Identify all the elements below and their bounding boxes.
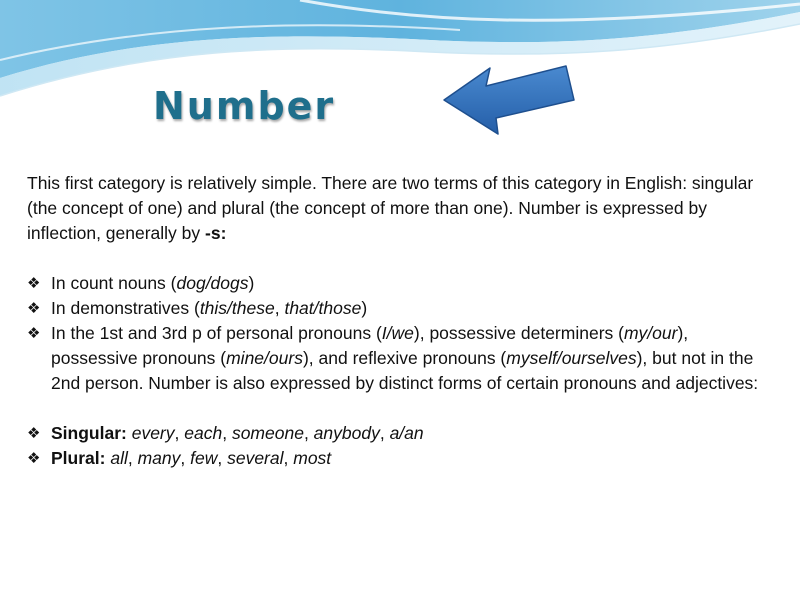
bullet-item (27, 271, 767, 296)
bullet-text: ), but not in the 2nd person. Number is also expressed by distinct forms of certain pronouns and adjectives: (51, 348, 759, 393)
diamond-bullet-icon: ❖ (27, 424, 41, 442)
bullet-text: , (217, 448, 228, 468)
diamond-bullet-icon: ❖ (27, 324, 41, 342)
example-word: all (110, 448, 128, 468)
example-word: someone (231, 423, 304, 443)
slide-body (27, 171, 767, 496)
bullet-text: , (180, 448, 191, 468)
example-word: that/those (284, 298, 362, 318)
example-item (27, 421, 767, 446)
bullet-text: ) (361, 298, 368, 318)
slide-title: Number (153, 84, 336, 128)
wave-banner-graphic (0, 0, 800, 110)
example-word: my/our (623, 323, 678, 343)
intro-paragraph (27, 171, 767, 246)
bold-label: Singular: (51, 423, 127, 443)
bullet-text: In count nouns ( (51, 273, 177, 293)
example-word: most (293, 448, 332, 468)
bullet-text: , (222, 423, 232, 443)
bullet-text: , (379, 423, 390, 443)
bullet-text: ), possessive determiners ( (413, 323, 624, 343)
left-arrow-icon (440, 60, 580, 135)
example-word: anybody (313, 423, 380, 443)
example-word: each (184, 423, 223, 443)
intro-text: This first category is relatively simple. There are two terms of this category in English: singular (the concept of one) and plural (the concept of more than one). Number is expressed by inflection, generally by (27, 173, 754, 243)
example-word: several (227, 448, 284, 468)
example-word: mine/ours (226, 348, 303, 368)
bullet-text: , (283, 448, 294, 468)
bullet-text: , (174, 423, 185, 443)
example-item (27, 446, 767, 471)
intro-suffix: -s: (205, 223, 227, 243)
example-word: this/these (199, 298, 275, 318)
bullet-item (27, 296, 767, 321)
bold-label: Plural: (51, 448, 106, 468)
category-bullet-list (27, 271, 767, 396)
diamond-bullet-icon: ❖ (27, 299, 41, 317)
bullet-text: , (303, 423, 314, 443)
bullet-text: ) (248, 273, 255, 293)
diamond-bullet-icon: ❖ (27, 274, 41, 292)
bullet-text: In the 1st and 3rd p of personal pronouns ( (51, 323, 382, 343)
bullet-text: , (274, 298, 285, 318)
bullet-text: ), possessive pronouns ( (51, 323, 689, 368)
example-word: I/we (381, 323, 414, 343)
example-word: every (131, 423, 175, 443)
bullet-text: ), and reflexive pronouns ( (302, 348, 507, 368)
example-word: myself/ourselves (506, 348, 637, 368)
example-word: few (190, 448, 218, 468)
example-word: many (137, 448, 181, 468)
bullet-text: , (127, 448, 138, 468)
example-word: dog/dogs (176, 273, 249, 293)
diamond-bullet-icon: ❖ (27, 449, 41, 467)
example-bullet-list (27, 421, 767, 471)
example-word: a/an (389, 423, 424, 443)
bullet-item (27, 321, 767, 396)
bullet-text: In demonstratives ( (51, 298, 200, 318)
